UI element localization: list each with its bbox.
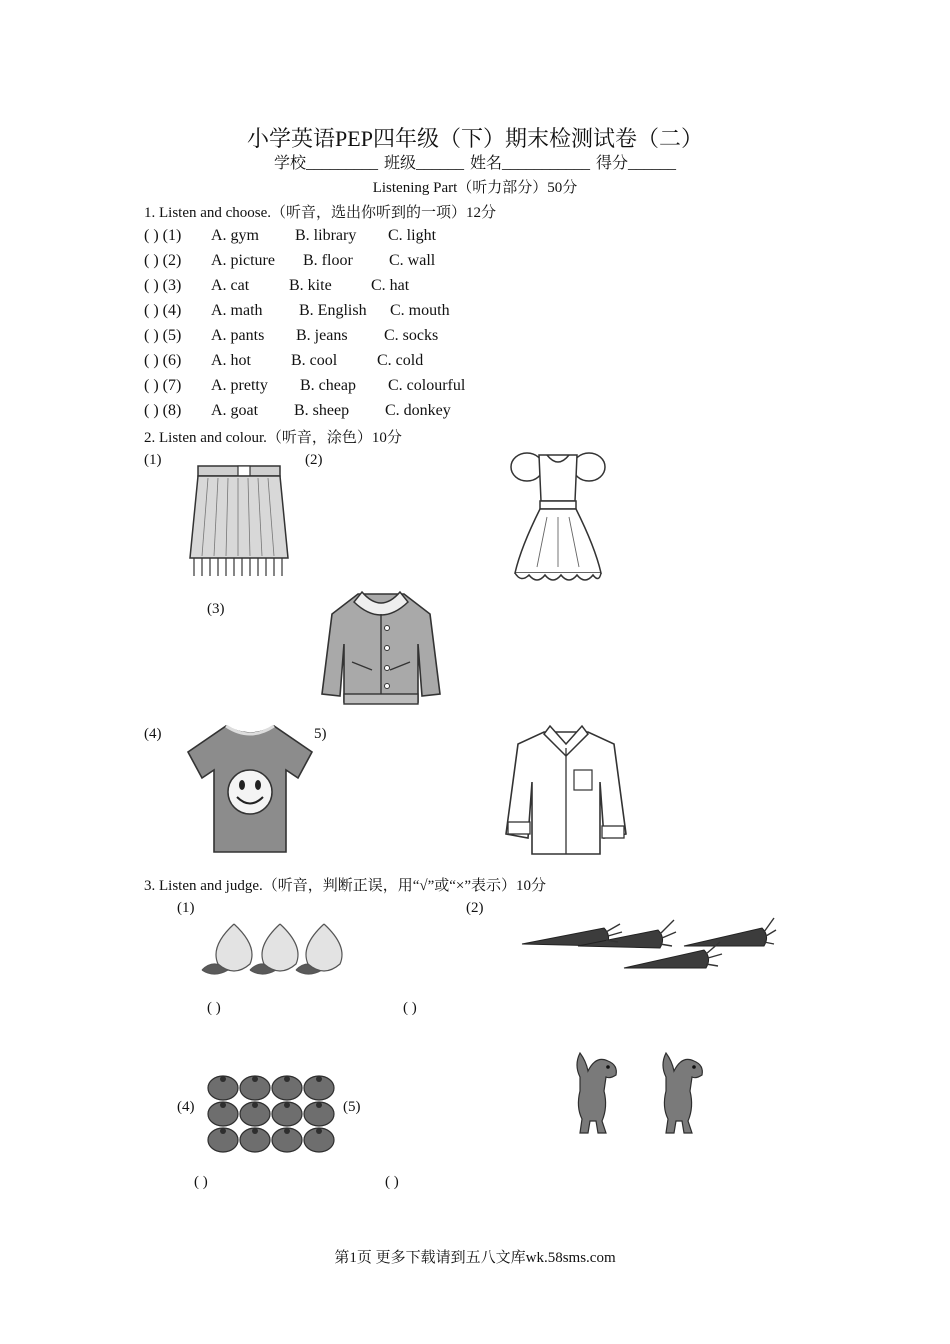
section3-heading: 3. Listen and judge.（听音，判断正误，用“√”或“×”表示）10分 <box>144 878 547 894</box>
tomatoes-icon <box>207 1074 337 1156</box>
student-info-line <box>0 150 950 173</box>
section1-heading: 1. Listen and choose.（听音，选出你听到的一项）12分 <box>144 205 497 221</box>
jacket-icon <box>318 584 444 716</box>
colour-label-2: (2) <box>305 452 323 468</box>
colour-label-1: (1) <box>144 452 162 468</box>
colour-label-4: (4) <box>144 726 162 742</box>
smiley-tshirt-icon <box>186 722 314 854</box>
name-field: 姓名___________ <box>470 155 591 172</box>
skirt-icon <box>188 462 292 582</box>
judge-label-4: (4) <box>177 1099 195 1115</box>
answer-bracket[interactable]: ( ) <box>385 1174 399 1190</box>
page-title: 小学英语PEP四年级（下）期末检测试卷（二） <box>247 126 703 151</box>
judge-label-1: (1) <box>177 900 195 916</box>
horses-icon <box>566 1047 712 1137</box>
school-field: 学校_________ <box>273 155 378 172</box>
class-field: 班级______ <box>383 155 464 172</box>
judge-label-2: (2) <box>466 900 484 916</box>
shirt-icon <box>504 722 628 858</box>
answer-bracket[interactable]: ( ) <box>207 1000 221 1016</box>
dress-icon <box>507 447 609 589</box>
answer-bracket[interactable]: ( ) <box>403 1000 417 1016</box>
part-title: Listening Part（听力部分）50分 <box>372 180 578 196</box>
colour-label-5: 5) <box>314 726 327 742</box>
peaches-icon <box>200 920 346 984</box>
carrots-icon <box>520 910 776 972</box>
page-footer: 第1页 更多下载请到五八文库wk.58sms.com <box>334 1250 616 1266</box>
score-field: 得分______ <box>596 155 677 172</box>
answer-bracket[interactable]: ( ) <box>194 1174 208 1190</box>
judge-label-5: (5) <box>343 1099 361 1115</box>
colour-label-3: (3) <box>207 601 225 617</box>
section2-heading: 2. Listen and colour.（听音，涂色）10分 <box>144 430 402 446</box>
